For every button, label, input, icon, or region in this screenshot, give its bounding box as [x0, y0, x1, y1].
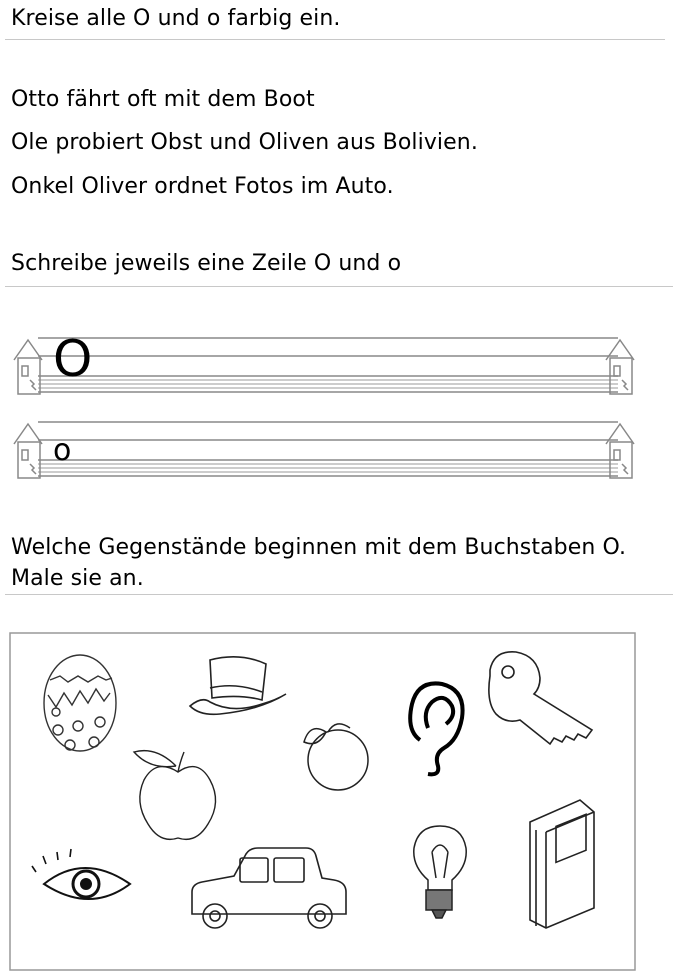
- task3-instruction-line1: Welche Gegenstände beginnen mit dem Buchstaben O.: [11, 535, 627, 560]
- sentence-2: Ole probiert Obst und Oliven aus Bolivien.: [11, 130, 478, 155]
- task1-instruction: Kreise alle O und o farbig ein.: [11, 6, 341, 31]
- sentence-1: Otto fährt oft mit dem Boot: [11, 87, 315, 112]
- task3-instruction-line2: Male sie an.: [11, 566, 144, 591]
- task2-instruction: Schreibe jeweils eine Zeile O und o: [11, 251, 402, 276]
- example-letter: O: [53, 330, 93, 388]
- sentence-3: Onkel Oliver ordnet Fotos im Auto.: [11, 174, 394, 199]
- example-letter: o: [53, 433, 72, 468]
